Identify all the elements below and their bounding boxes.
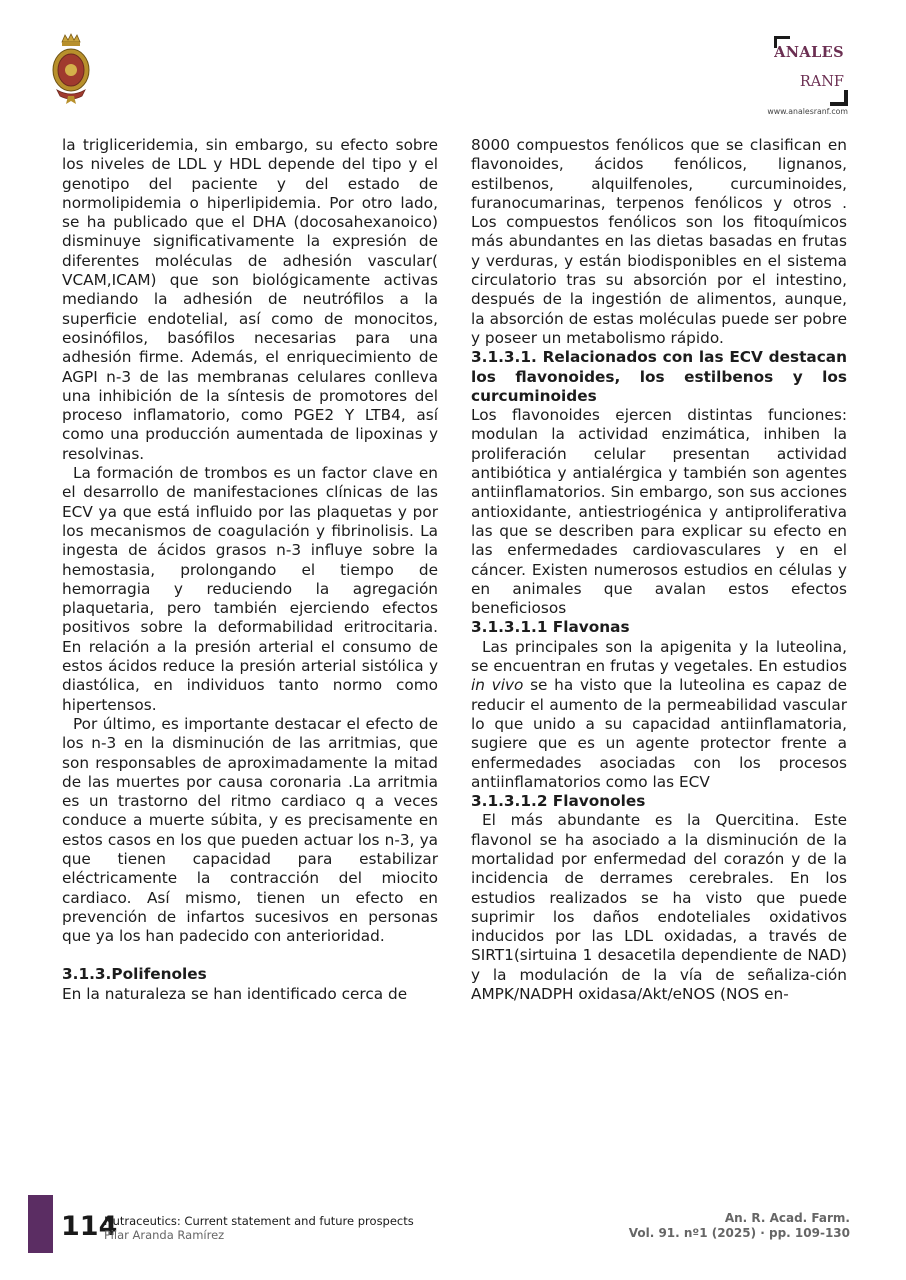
logo-bracket-bottom <box>830 90 848 106</box>
paragraph: En la naturaleza se han identificado cerca de <box>62 984 408 1003</box>
paragraph: Por último, es importante destacar el efecto de los n-3 en la disminución de las arritmias, que son responsables de aproximadamente la mitad de las muertes por causa coronaria .La arritmia es un trastorno del ritmo cardiaco q a veces conduce a muerte súbita, y es precisamente en estos casos en los que pueden actuar los n-3, ya que tienen capacidad para estabilizar eléctricamente la contracción del miocito cardiaco. Así mismo, tienen un efecto en prevención de infartos sucesivos en personas que ya los han padecido con anterioridad. <box>62 714 438 946</box>
footer-article-title: Nutraceutics: Current statement and future prospects <box>104 1214 414 1228</box>
logo-ranf-text: RANF <box>799 74 844 90</box>
footer-journal-name: An. R. Acad. Farm. <box>724 1211 850 1225</box>
paragraph: Los flavonoides ejercen distintas funciones: modulan la actividad enzimática, inhiben la proliferación celular presentan actividad antibiótica y antialérgica y también son agentes antiinflamatorios. Sin embargo, son sus acciones antioxidante, antiestriogénica y antiproliferativa las que se describen para explicar su efecto en las enfermedades cardiovasculares y en el cáncer. Existen numerosos estudios en células y en animales que avalan estos efectos beneficiosos <box>471 406 847 618</box>
footer-accent-bar <box>28 1195 53 1253</box>
section-heading: 3.1.3.1. Relacionados con las ECV destacan los flavonoides, los estilbenos y los curcuminoides <box>471 348 847 405</box>
paragraph: La formación de trombos es un factor clave en el desarrollo de manifestaciones clínicas de las ECV ya que está influido por las plaquetas y por los mecanismos de coagulación y fibrinolisis. La ingesta de ácidos grasos n-3 influye sobre la hemostasia, prolongando el tiempo de hemorragia y reduciendo la agregación plaquetaria, pero también ejerciendo efectos positivos sobre la deformabilidad eritrocitaria. En relación a la presión arterial el consumo de estos ácidos reduce la presión arterial sistólica y diastólica, en individuos tanto normo como hipertensos. <box>62 464 438 714</box>
section-heading: 3.1.3.1.1 Flavonas <box>471 618 630 637</box>
logo-url: www.analesranf.com <box>767 107 848 116</box>
paragraph: El más abundante es la Quercitina. Este flavonol se ha asociado a la disminución de la mortalidad por enfermedad del corazón y de la incidencia de derrames cerebrales. En los estudios realizados se ha visto que puede suprimir los daños endoteliales oxidativos inducidos por las LDL oxidadas, a través de SIRT1(sirtuina 1 desacetila dependiente de NAD) y la modulación de la vía de señaliza-ción AMPK/NADPH oxidasa/Akt/eNOS (NOS en- <box>471 811 847 1004</box>
footer-volume-pages: Vol. 91. nº1 (2025) · pp. 109-130 <box>628 1226 850 1240</box>
page-number: 114 <box>61 1211 118 1242</box>
left-column <box>62 136 438 1004</box>
right-column <box>471 136 847 1004</box>
paragraph <box>471 638 847 792</box>
anales-ranf-logo <box>742 36 854 120</box>
academy-crest-logo <box>48 32 94 106</box>
logo-anales-text: ANALES <box>774 44 844 61</box>
paragraph: 8000 compuestos fenólicos que se clasifican en flavonoides, ácidos fenólicos, lignanos, estilbenos, alquilfenoles, curcuminoides, furanocumarinas, terpenos fenólicos y otros . Los compuestos fenólicos son los fitoquímicos más abundantes en las dietas basadas en frutas y verduras, y están biodisponibles en el sistema circulatorio tras su absorción por el intestino, después de la ingestión de alimentos, aunque, la absorción de estas moléculas puede ser pobre y poseer un metabolismo rápido. <box>471 136 847 347</box>
text-run: se ha visto que la luteolina es capaz de reducir el aumento de la permeabilidad vascular lo que unido a su capacidad antiinflamatoria, sugiere que es un agente protector frente a enfermedades asociadas con los procesos antiinflamatorios como las ECV <box>471 676 847 791</box>
section-heading: 3.1.3.1.2 Flavonoles <box>471 792 646 811</box>
footer-author: Pilar Aranda Ramírez <box>104 1228 225 1242</box>
section-heading: 3.1.3.Polifenoles <box>62 965 207 984</box>
italic-term: in vivo <box>471 676 524 695</box>
paragraph: la trigliceridemia, sin embargo, su efecto sobre los niveles de LDL y HDL depende del tipo y el genotipo del paciente y del estado de normolipidemia o hiperlipidemia. Por otro lado, se ha publicado que el DHA (docosahexanoico) disminuye significativamente la expresión de diferentes moléculas de adhesión vascular( VCAM,ICAM) que son biológicamente activas mediando la adhesión de neutrófilos a la superficie endotelial, así como de monocitos, eosinófilos, basófilos necesarias para una adhesión firme. Además, el enriquecimiento de AGPI n-3 de las membranas celulares conlleva una inhibición de la síntesis de promotores del proceso inflamatorio, como PGE2 Y LTB4, así como una producción aumentada de lipoxinas y resolvinas. <box>62 136 438 463</box>
text-run: Las principales son la apigenita y la luteolina, se encuentran en frutas y vegetales. En estudios <box>471 637 847 676</box>
